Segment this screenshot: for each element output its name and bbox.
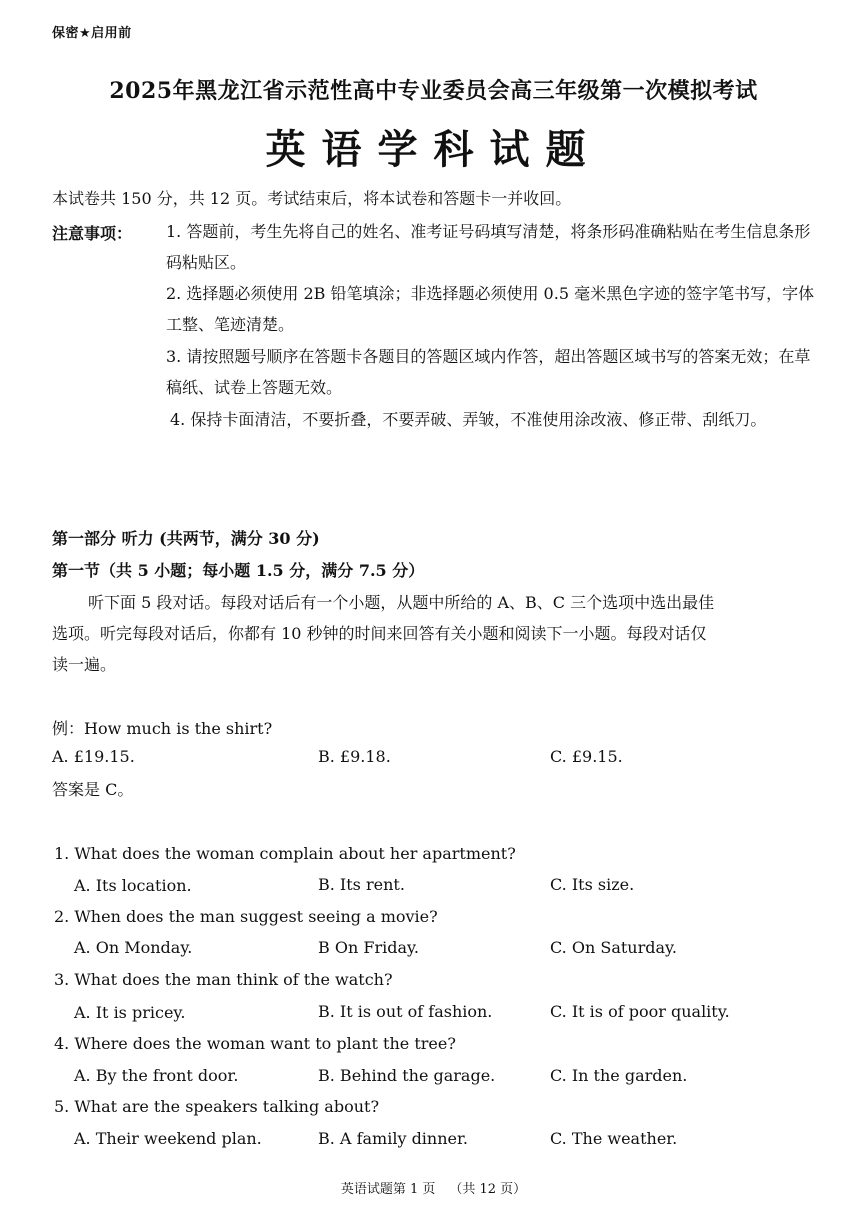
- q5-option-b: B. A family dinner.: [318, 1129, 468, 1148]
- q4-option-c: C. In the garden.: [550, 1066, 688, 1085]
- instruction-line-1: 听下面 5 段对话。每段对话后有一个小题，从题中所给的 A、B、C 三个选项中选出最佳: [88, 593, 715, 612]
- confidential-label: 保密★启用前: [52, 26, 132, 41]
- q1-option-c: C. Its size.: [550, 875, 635, 894]
- q3-option-c: C. It is of poor quality.: [550, 1002, 730, 1021]
- q4-option-a: A. By the front door.: [74, 1066, 239, 1085]
- q2-option-c: C. On Saturday.: [550, 938, 678, 957]
- question-1: 1. What does the woman complain about her apartment?: [54, 844, 516, 863]
- footer-page-number: 英语试题第 1 页: [340, 1182, 436, 1197]
- q2-option-b: B On Friday.: [318, 938, 419, 957]
- note-item-3: 3. 请按照题号顺序在答题卡各题目的答题区域内作答，超出答题区域书写的答案无效；在草稿纸、试卷上答题无效。: [166, 347, 811, 397]
- example-option-a: A. £19.15.: [52, 747, 135, 766]
- q4-option-b: B. Behind the garage.: [318, 1066, 496, 1085]
- footer-total-pages: （共 12 页）: [449, 1182, 527, 1197]
- intro-text: 本试卷共 150 分，共 12 页。考试结束后，将本试卷和答题卡一并收回。: [52, 189, 572, 208]
- note-item-2: 2. 选择题必须使用 2B 铅笔填涂；非选择题必须使用 0.5 毫米黑色字迹的签字笔书写，字体工整、笔迹清楚。: [166, 284, 815, 334]
- notes-heading: 注意事项：: [52, 224, 133, 243]
- note-item-1: 1. 答题前，考生先将自己的姓名、准考证号码填写清楚，将条形码准确粘贴在考生信息条形码粘贴区。: [166, 222, 811, 272]
- q5-option-c: C. The weather.: [550, 1129, 678, 1148]
- example-option-b: B. £9.18.: [318, 747, 391, 766]
- instruction-line-2: 选项。听完每段对话后，你都有 10 秒钟的时间来回答有关小题和阅读下一小题。每段对话仅: [52, 624, 707, 643]
- question-3: 3. What does the man think of the watch?: [54, 970, 393, 989]
- part1-heading: 第一部分 听力 (共两节，满分 30 分): [52, 529, 320, 548]
- q3-option-b: B. It is out of fashion.: [318, 1002, 493, 1021]
- question-5: 5. What are the speakers talking about?: [54, 1097, 380, 1116]
- q5-option-a: A. Their weekend plan.: [74, 1129, 262, 1148]
- question-4: 4. Where does the woman want to plant the tree?: [54, 1034, 456, 1053]
- example-question: 例：How much is the shirt?: [52, 719, 273, 738]
- question-2: 2. When does the man suggest seeing a movie?: [54, 907, 438, 926]
- example-option-c: C. £9.15.: [550, 747, 623, 766]
- page-footer: [0, 1178, 867, 1197]
- q2-option-a: A. On Monday.: [74, 938, 193, 957]
- subject-title: 英语学科试题: [265, 126, 602, 173]
- note-item-4: 4. 保持卡面清洁，不要折叠，不要弄破、弄皱，不准使用涂改液、修正带、刮纸刀。: [170, 410, 767, 429]
- instruction-line-3: 读一遍。: [52, 655, 117, 674]
- example-answer: 答案是 C。: [52, 780, 134, 799]
- q3-option-a: A. It is pricey.: [74, 1003, 186, 1022]
- section1-heading: 第一节（共 5 小题；每小题 1.5 分，满分 7.5 分）: [52, 561, 425, 580]
- exam-title: 2025年黑龙江省示范性高中专业委员会高三年级第一次模拟考试: [109, 78, 758, 104]
- q1-option-a: A. Its location.: [74, 876, 192, 895]
- q1-option-b: B. Its rent.: [318, 875, 405, 894]
